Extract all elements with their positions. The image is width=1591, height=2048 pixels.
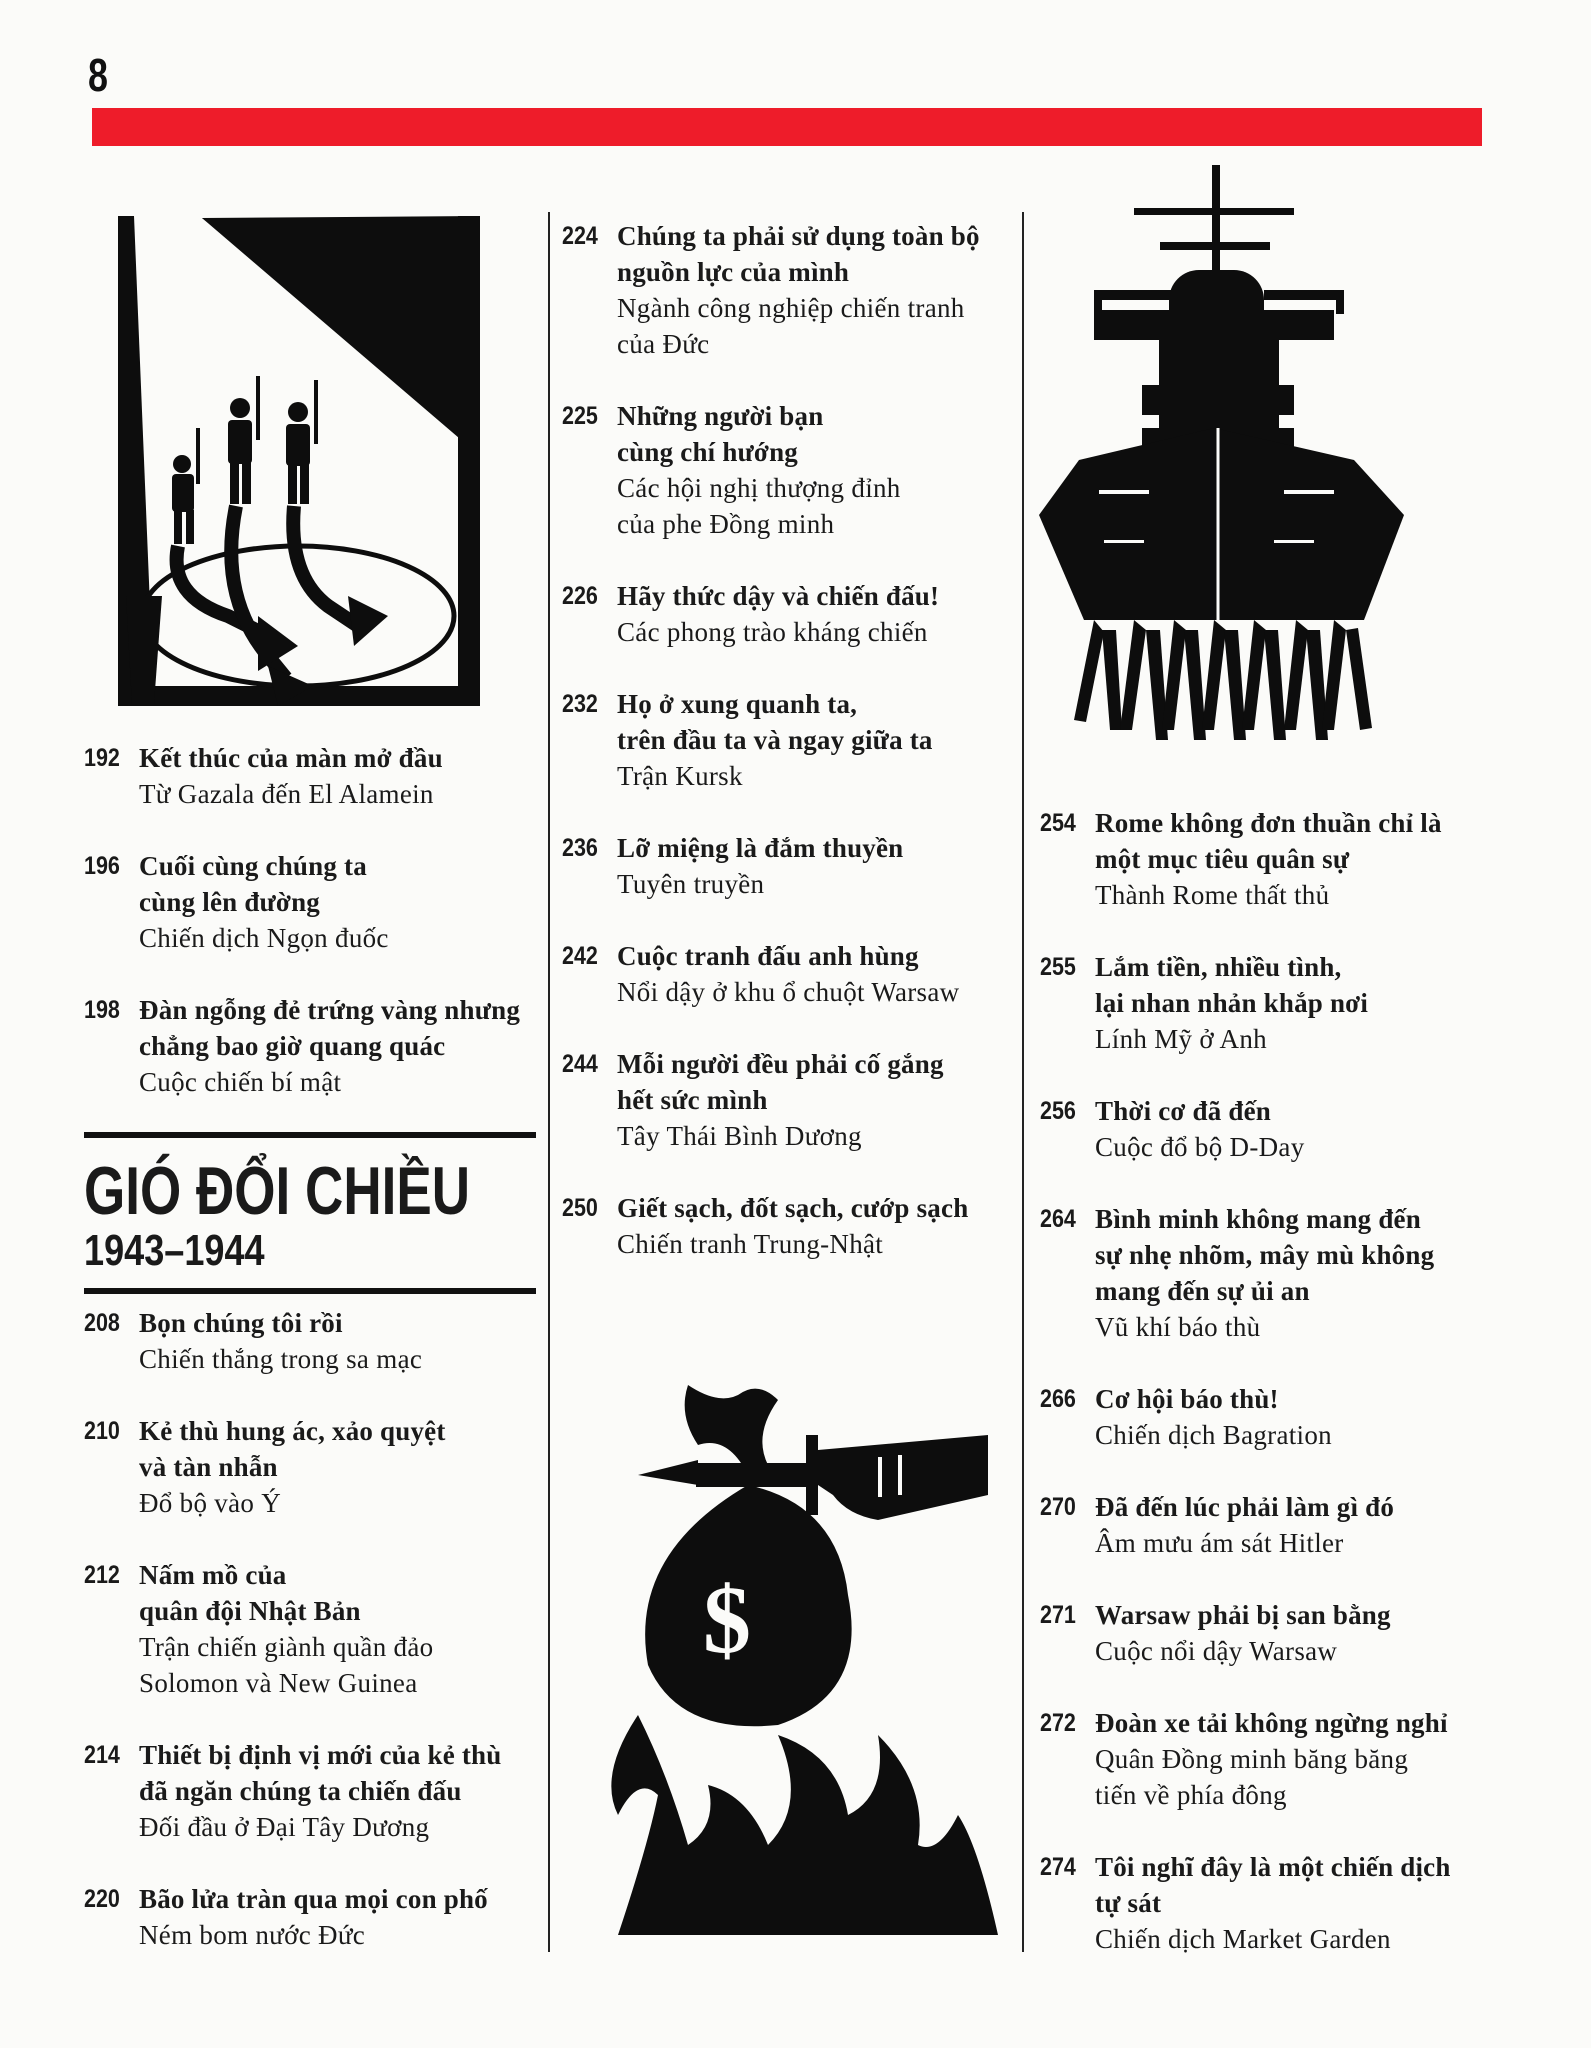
toc-entry-title: nguồn lực của mình: [617, 257, 850, 287]
toc-entry[interactable]: [1040, 1597, 1510, 1669]
toc-entry-title: mang đến sự ủi an: [1095, 1276, 1310, 1306]
toc-entry[interactable]: [1040, 1489, 1510, 1561]
toc-entry-subtitle: Chiến dịch Market Garden: [1095, 1924, 1391, 1954]
toc-column-3: [1040, 805, 1510, 1993]
section-heading: [84, 1132, 536, 1294]
toc-entry-subtitle: Cuộc đổ bộ D-Day: [1095, 1132, 1305, 1162]
toc-entry-title: lại nhan nhản khắp nơi: [1095, 988, 1369, 1018]
toc-entry-title: cùng lên đường: [139, 887, 321, 917]
toc-entry-title: Đàn ngỗng đẻ trứng vàng nhưng: [139, 995, 521, 1025]
toc-entry-title: và tàn nhẫn: [139, 1452, 278, 1482]
page-number: 8: [88, 49, 108, 101]
toc-entry[interactable]: [84, 848, 534, 956]
toc-entry[interactable]: [84, 992, 534, 1100]
toc-entry-subtitle: Ngành công nghiệp chiến tranh: [617, 293, 965, 323]
toc-entry[interactable]: [84, 740, 534, 812]
toc-entry-page-number: 220: [84, 1885, 120, 1913]
toc-entry[interactable]: [1040, 805, 1510, 913]
toc-entry-page-number: 208: [84, 1309, 120, 1337]
toc-column-2: [562, 218, 1022, 1298]
toc-entry[interactable]: [84, 1881, 534, 1953]
toc-entry-title: Nấm mồ của: [139, 1560, 287, 1590]
toc-entry-title: cùng chí hướng: [617, 437, 799, 467]
toc-entry-page-number: 270: [1040, 1493, 1076, 1521]
toc-entry-subtitle: Ném bom nước Đức: [139, 1920, 366, 1950]
toc-entry-page-number: 226: [562, 582, 598, 610]
toc-entry-page-number: 224: [562, 222, 598, 250]
toc-entry[interactable]: [1040, 1849, 1510, 1957]
dollar-sign: $: [703, 1566, 751, 1673]
toc-entry-subtitle: Các hội nghị thượng đỉnh: [617, 473, 901, 503]
toc-entry-page-number: 212: [84, 1561, 120, 1589]
toc-entry[interactable]: [84, 1305, 534, 1377]
toc-entry-subtitle: Cuộc chiến bí mật: [139, 1067, 342, 1097]
toc-entry-title: Cơ hội báo thù!: [1095, 1384, 1279, 1414]
toc-entry-subtitle: Thành Rome thất thủ: [1095, 880, 1330, 910]
toc-entry-subtitle: Từ Gazala đến El Alamein: [139, 779, 434, 809]
toc-entry-title: đã ngăn chúng ta chiến đấu: [139, 1776, 462, 1806]
toc-entry-subtitle: Đối đầu ở Đại Tây Dương: [139, 1812, 430, 1842]
toc-entry-title: Bọn chúng tôi rồi: [139, 1308, 343, 1338]
toc-entry[interactable]: [562, 578, 1022, 650]
toc-entry-page-number: 192: [84, 744, 120, 772]
toc-entry[interactable]: [1040, 1705, 1510, 1813]
toc-entry-title: Warsaw phải bị san bằng: [1095, 1600, 1391, 1630]
toc-entry-subtitle: Solomon và New Guinea: [139, 1668, 418, 1698]
toc-entry-title: hết sức mình: [617, 1085, 768, 1115]
toc-entry-title: Đoàn xe tải không ngừng nghỉ: [1095, 1708, 1448, 1738]
toc-entry-title: chẳng bao giờ quang quác: [139, 1031, 446, 1061]
toc-entry-page-number: 214: [84, 1741, 120, 1769]
toc-entry-title: tự sát: [1095, 1888, 1162, 1918]
toc-entry-title: Họ ở xung quanh ta,: [617, 689, 858, 719]
toc-entry-subtitle: Chiến thắng trong sa mạc: [139, 1344, 423, 1374]
toc-entry-subtitle: Lính Mỹ ở Anh: [1095, 1024, 1267, 1054]
toc-entry-subtitle: của phe Đồng minh: [617, 509, 835, 539]
toc-entry-subtitle: Nổi dậy ở khu ổ chuột Warsaw: [617, 977, 960, 1007]
toc-entry[interactable]: [1040, 1093, 1510, 1165]
section-title: GIÓ ĐỔI CHIỀU: [84, 1153, 471, 1229]
toc-entry-title: quân đội Nhật Bản: [139, 1596, 361, 1626]
toc-entry-page-number: 254: [1040, 809, 1076, 837]
toc-entry-subtitle: Âm mưu ám sát Hitler: [1095, 1528, 1344, 1558]
toc-entry-title: Chúng ta phải sử dụng toàn bộ: [617, 221, 980, 251]
toc-entry-subtitle: Chiến tranh Trung-Nhật: [617, 1229, 884, 1259]
toc-entry-title: Cuộc tranh đấu anh hùng: [617, 941, 919, 971]
toc-entry-title: Đã đến lúc phải làm gì đó: [1095, 1492, 1395, 1522]
toc-entry-subtitle: Vũ khí báo thù: [1095, 1312, 1261, 1342]
toc-entry-subtitle: Các phong trào kháng chiến: [617, 617, 928, 647]
battleship-lifted-illustration: [1034, 160, 1424, 790]
header-red-bar: [92, 108, 1482, 146]
toc-entry-page-number: 232: [562, 690, 598, 718]
toc-entry-page-number: 266: [1040, 1385, 1076, 1413]
toc-entry-subtitle: Trận chiến giành quần đảo: [139, 1632, 434, 1662]
toc-entry-page-number: 198: [84, 996, 120, 1024]
toc-entry-title: Giết sạch, đốt sạch, cướp sạch: [617, 1193, 969, 1223]
column-divider-left: [548, 212, 550, 1952]
toc-entry-page-number: 271: [1040, 1601, 1076, 1629]
toc-entry-title: Mỗi người đều phải cố gắng: [617, 1049, 944, 1079]
toc-entry-subtitle: Tây Thái Bình Dương: [617, 1121, 862, 1151]
toc-entry-title: Cuối cùng chúng ta: [139, 851, 367, 881]
toc-entry[interactable]: [1040, 1381, 1510, 1453]
toc-entry-title: Những người bạn: [617, 401, 824, 431]
toc-entry[interactable]: [562, 830, 1022, 902]
toc-column-1-bottom: [84, 1305, 534, 1989]
toc-entry[interactable]: [1040, 949, 1510, 1057]
toc-entry-page-number: 225: [562, 402, 598, 430]
toc-entry-page-number: 242: [562, 942, 598, 970]
toc-entry[interactable]: [562, 686, 1022, 794]
toc-entry[interactable]: [84, 1413, 534, 1521]
toc-entry[interactable]: [84, 1737, 534, 1845]
toc-entry[interactable]: [562, 398, 1022, 542]
toc-entry-page-number: 244: [562, 1050, 598, 1078]
column-divider-right: [1022, 212, 1024, 1952]
toc-entry-subtitle: Tuyên truyền: [617, 869, 765, 899]
toc-entry-page-number: 250: [562, 1194, 598, 1222]
toc-entry-page-number: 210: [84, 1417, 120, 1445]
toc-entry[interactable]: [1040, 1201, 1510, 1345]
toc-column-1-top: [84, 740, 534, 1136]
toc-entry[interactable]: [562, 1190, 1022, 1262]
toc-entry-page-number: 274: [1040, 1853, 1076, 1881]
toc-entry-title: Bình minh không mang đến: [1095, 1204, 1421, 1234]
toc-entry[interactable]: [84, 1557, 534, 1701]
toc-entry-title: trên đầu ta và ngay giữa ta: [617, 725, 933, 755]
toc-entry-title: Tôi nghĩ đây là một chiến dịch: [1095, 1852, 1451, 1882]
toc-entry-title: Thời cơ đã đến: [1095, 1096, 1271, 1126]
toc-entry-title: Bão lửa tràn qua mọi con phố: [139, 1884, 488, 1914]
toc-entry-page-number: 236: [562, 834, 598, 862]
toc-entry[interactable]: [562, 938, 1022, 1010]
toc-entry[interactable]: [562, 218, 1022, 362]
section-years: 1943–1944: [84, 1226, 265, 1275]
toc-entry-title: một mục tiêu quân sự: [1095, 844, 1350, 874]
toc-entry[interactable]: [562, 1046, 1022, 1154]
toc-entry-subtitle: tiến về phía đông: [1095, 1780, 1287, 1810]
toc-entry-title: Kẻ thù hung ác, xảo quyệt: [139, 1416, 446, 1446]
toc-entry-subtitle: của Đức: [617, 329, 710, 359]
toc-entry-title: Kết thúc của màn mở đầu: [139, 743, 443, 773]
toc-entry-title: Hãy thức dậy và chiến đấu!: [617, 581, 940, 611]
toc-entry-subtitle: Đổ bộ vào Ý: [139, 1488, 282, 1518]
toc-entry-subtitle: Chiến dịch Bagration: [1095, 1420, 1332, 1450]
toc-entry-page-number: 256: [1040, 1097, 1076, 1125]
toc-entry-title: Rome không đơn thuần chỉ là: [1095, 808, 1442, 838]
dollar-bag-knife-fire-illustration: [578, 1375, 1018, 1940]
toc-entry-title: Thiết bị định vị mới của kẻ thù: [139, 1740, 502, 1770]
soldiers-spotlight-illustration: [118, 216, 480, 706]
toc-entry-title: Lắm tiền, nhiều tình,: [1095, 952, 1342, 982]
toc-entry-title: sự nhẹ nhõm, mây mù không: [1095, 1240, 1435, 1270]
toc-entry-subtitle: Quân Đồng minh băng băng: [1095, 1744, 1409, 1774]
toc-entry-page-number: 196: [84, 852, 120, 880]
toc-entry-page-number: 272: [1040, 1709, 1076, 1737]
toc-entry-page-number: 264: [1040, 1205, 1076, 1233]
toc-entry-subtitle: Trận Kursk: [617, 761, 743, 791]
toc-entry-page-number: 255: [1040, 953, 1076, 981]
toc-entry-subtitle: Chiến dịch Ngọn đuốc: [139, 923, 389, 953]
toc-entry-title: Lỡ miệng là đắm thuyền: [617, 833, 904, 863]
toc-entry-subtitle: Cuộc nổi dậy Warsaw: [1095, 1636, 1338, 1666]
